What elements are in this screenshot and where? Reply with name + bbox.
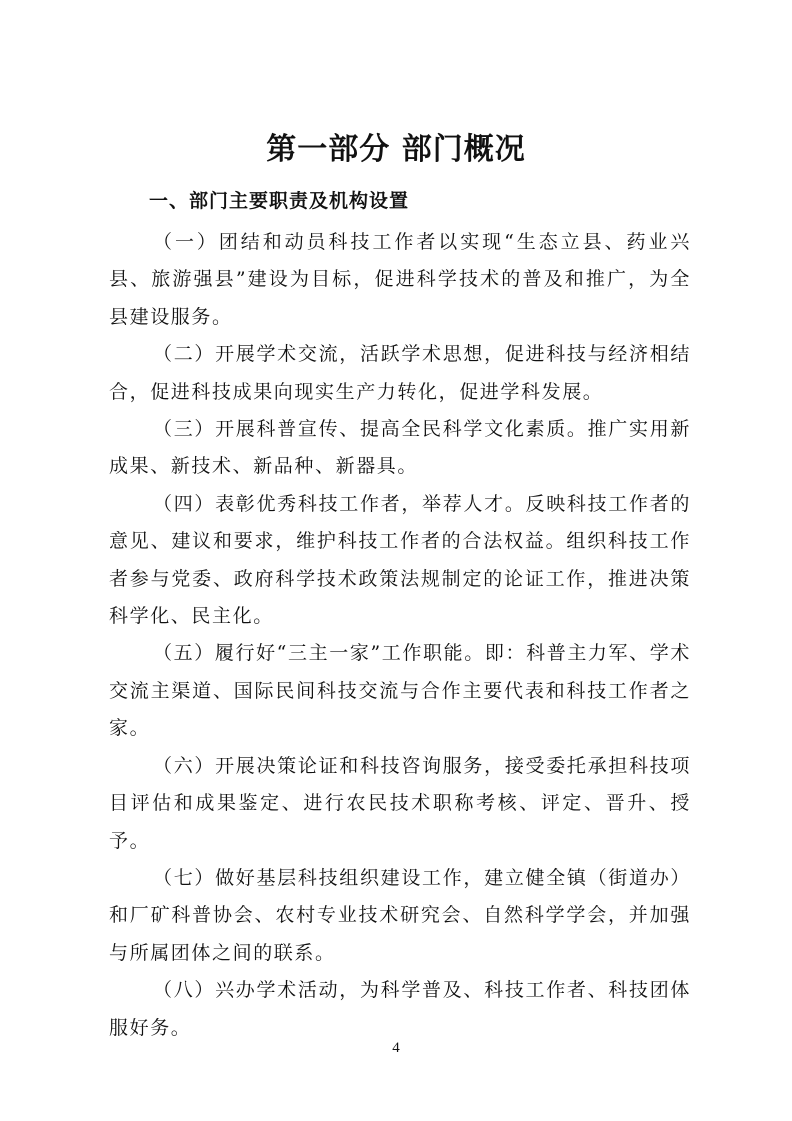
page-title: 第一部分 部门概况 [266, 132, 526, 167]
paragraph-1: （一）团结和动员科技工作者以实现“生态立县、药业兴县、旅游强县”建设为目标，促进科学技术的普及和推广，为全县建设服务。 [109, 231, 691, 328]
paragraph-7: （七）做好基层科技组织建设工作，建立健全镇（街道办）和厂矿科普协会、农村专业技术研究会、自然科学学会，并加强与所属团体之间的联系。 [109, 866, 691, 964]
paragraph-2: （二）开展学术交流，活跃学术思想，促进科技与经济相结合，促进科技成果向现实生产力转化，促进学科发展。 [109, 343, 691, 403]
paragraph-5: （五）履行好“三主一家”工作职能。即：科普主力军、学术交流主渠道、国际民间科技交流与合作主要代表和科技工作者之家。 [109, 642, 691, 740]
paragraph-6: （六）开展决策论证和科技咨询服务，接受委托承担科技项目评估和成果鉴定、进行农民技术职称考核、评定、晋升、授予。 [109, 754, 691, 852]
paragraph-3: （三）开展科普宣传、提高全民科学文化素质。推广实用新成果、新技术、新品种、新器具。 [109, 418, 691, 478]
paragraph-8: （八）兴办学术活动，为科学普及、科技工作者、科技团体服好务。 [109, 979, 691, 1039]
paragraph-4: （四）表彰优秀科技工作者，举荐人才。反映科技工作者的意见、建议和要求，维护科技工作者的合法权益。组织科技工作者参与党委、政府科学技术政策法规制定的论证工作，推进决策科学化、民主化。 [109, 492, 691, 628]
page-number: 4 [392, 1040, 400, 1056]
section-heading: 一、部门主要职责及机构设置 [149, 190, 410, 212]
body-text [109, 224, 691, 1047]
